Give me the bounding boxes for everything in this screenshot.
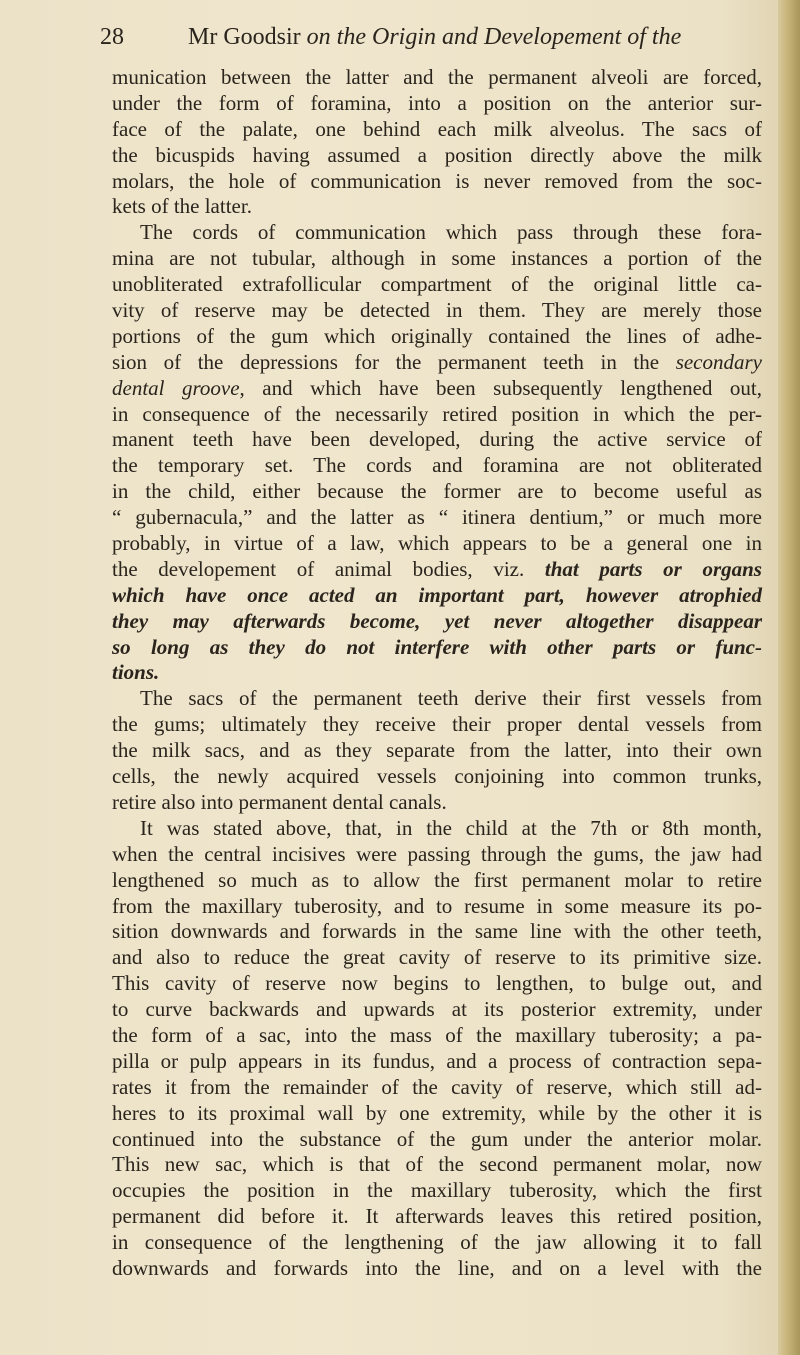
text-line: the form of a sac, into the mass of the maxillary tuberosity; a pa- xyxy=(112,1022,762,1047)
page-header xyxy=(100,20,750,54)
body-text xyxy=(112,65,762,1282)
text-line: to curve backwards and upwards at its posterior extremity, under xyxy=(112,997,762,1022)
page-number: 28 xyxy=(100,24,124,50)
text-line xyxy=(112,557,762,583)
text-line: mina are not tubular, although in some instances a portion of the xyxy=(112,246,762,271)
text-line: This cavity of reserve now begins to lengthen, to bulge out, and xyxy=(112,971,762,996)
text-line: sition downwards and forwards in the same line with the other teeth, xyxy=(112,919,762,944)
text-line: downwards and forwards into the line, and on a level with the xyxy=(112,1255,762,1280)
text-line: This new sac, which is that of the second permanent molar, now xyxy=(112,1152,762,1177)
text-line: the bicuspids having assumed a position directly above the milk xyxy=(112,142,762,167)
text-line: cells, the newly acquired vessels conjoining into common trunks, xyxy=(112,764,762,789)
emphasized-law: they may afterwards become, yet never altogether disappear xyxy=(112,608,762,633)
text-line: pilla or pulp appears in its fundus, and a process of contraction sepa- xyxy=(112,1048,762,1073)
running-head-title: on the Origin and Developement of the xyxy=(306,24,682,50)
text-line: and also to reduce the great cavity of reserve to its primitive size. xyxy=(112,945,762,970)
text-line: when the central incisives were passing through the gums, the jaw had xyxy=(112,841,762,866)
text-line: kets of the latter. xyxy=(112,194,252,219)
text-line: under the form of foramina, into a position on the anterior sur- xyxy=(112,90,762,115)
text-line: molars, the hole of communication is never removed from the soc- xyxy=(112,168,762,193)
text-line: unobliterated extrafollicular compartment of the original little ca- xyxy=(112,272,762,297)
text-line: the gums; ultimately they receive their proper dental vessels from xyxy=(112,712,762,737)
text-line: permanent did before it. It afterwards leaves this retired position, xyxy=(112,1204,762,1229)
italic-term: dental groove xyxy=(112,375,240,400)
emphasized-law: that parts or organs xyxy=(544,556,762,581)
page-edge xyxy=(778,0,800,1355)
text-line: occupies the position in the maxillary tuberosity, which the first xyxy=(112,1178,762,1203)
text-line: in the child, either because the former are to become useful as xyxy=(112,479,762,504)
text-line: munication between the latter and the permanent alveoli are forced, xyxy=(112,65,762,89)
text-line: heres to its proximal wall by one extremity, while by the other it is xyxy=(112,1100,762,1125)
text-line: vity of reserve may be detected in them. They are merely those xyxy=(112,298,762,323)
text-segment: the developement of animal bodies, viz. xyxy=(112,556,545,581)
text-line: lengthened so much as to allow the first permanent molar to retire xyxy=(112,867,762,892)
text-line: The cords of communication which pass through these fora- xyxy=(140,220,762,245)
text-line: the temporary set. The cords and foramina are not obliterated xyxy=(112,453,762,478)
italic-term: secondary xyxy=(675,349,762,374)
text-line: continued into the substance of the gum under the anterior molar. xyxy=(112,1126,762,1151)
text-line: The sacs of the permanent teeth derive their first vessels from xyxy=(140,686,762,711)
text-line: retire also into permanent dental canals. xyxy=(112,789,447,814)
text-line: the milk sacs, and as they separate from the latter, into their own xyxy=(112,738,762,763)
text-line xyxy=(112,376,762,402)
text-line: “ gubernacula,” and the latter as “ itinera dentium,” or much more xyxy=(112,505,762,530)
running-head xyxy=(188,20,681,54)
running-head-author: Mr Goodsir xyxy=(188,24,301,50)
text-segment: , and which have been subsequently lengthened out, xyxy=(239,375,762,400)
text-line: face of the palate, one behind each milk alveolus. The sacs of xyxy=(112,116,762,141)
text-line: in consequence of the lengthening of the jaw allowing it to fall xyxy=(112,1230,762,1255)
text-line xyxy=(112,350,762,376)
text-line: probably, in virtue of a law, which appears to be a general one in xyxy=(112,531,762,556)
emphasized-law: so long as they do not interfere with other parts or func- xyxy=(112,634,762,659)
text-line: in consequence of the necessarily retired position in which the per- xyxy=(112,401,762,426)
text-line: portions of the gum which originally contained the lines of adhe- xyxy=(112,323,762,348)
text-line: from the maxillary tuberosity, and to resume in some measure its po- xyxy=(112,893,762,918)
text-segment: sion of the depressions for the permanent teeth in the xyxy=(112,349,676,374)
emphasized-law: tions. xyxy=(112,660,160,685)
text-line: It was stated above, that, in the child at the 7th or 8th month, xyxy=(140,815,762,840)
text-line: manent teeth have been developed, during the active service of xyxy=(112,427,762,452)
text-line: rates it from the remainder of the cavity of reserve, which still ad- xyxy=(112,1074,762,1099)
emphasized-law: which have once acted an important part, however atrophied xyxy=(112,582,762,607)
